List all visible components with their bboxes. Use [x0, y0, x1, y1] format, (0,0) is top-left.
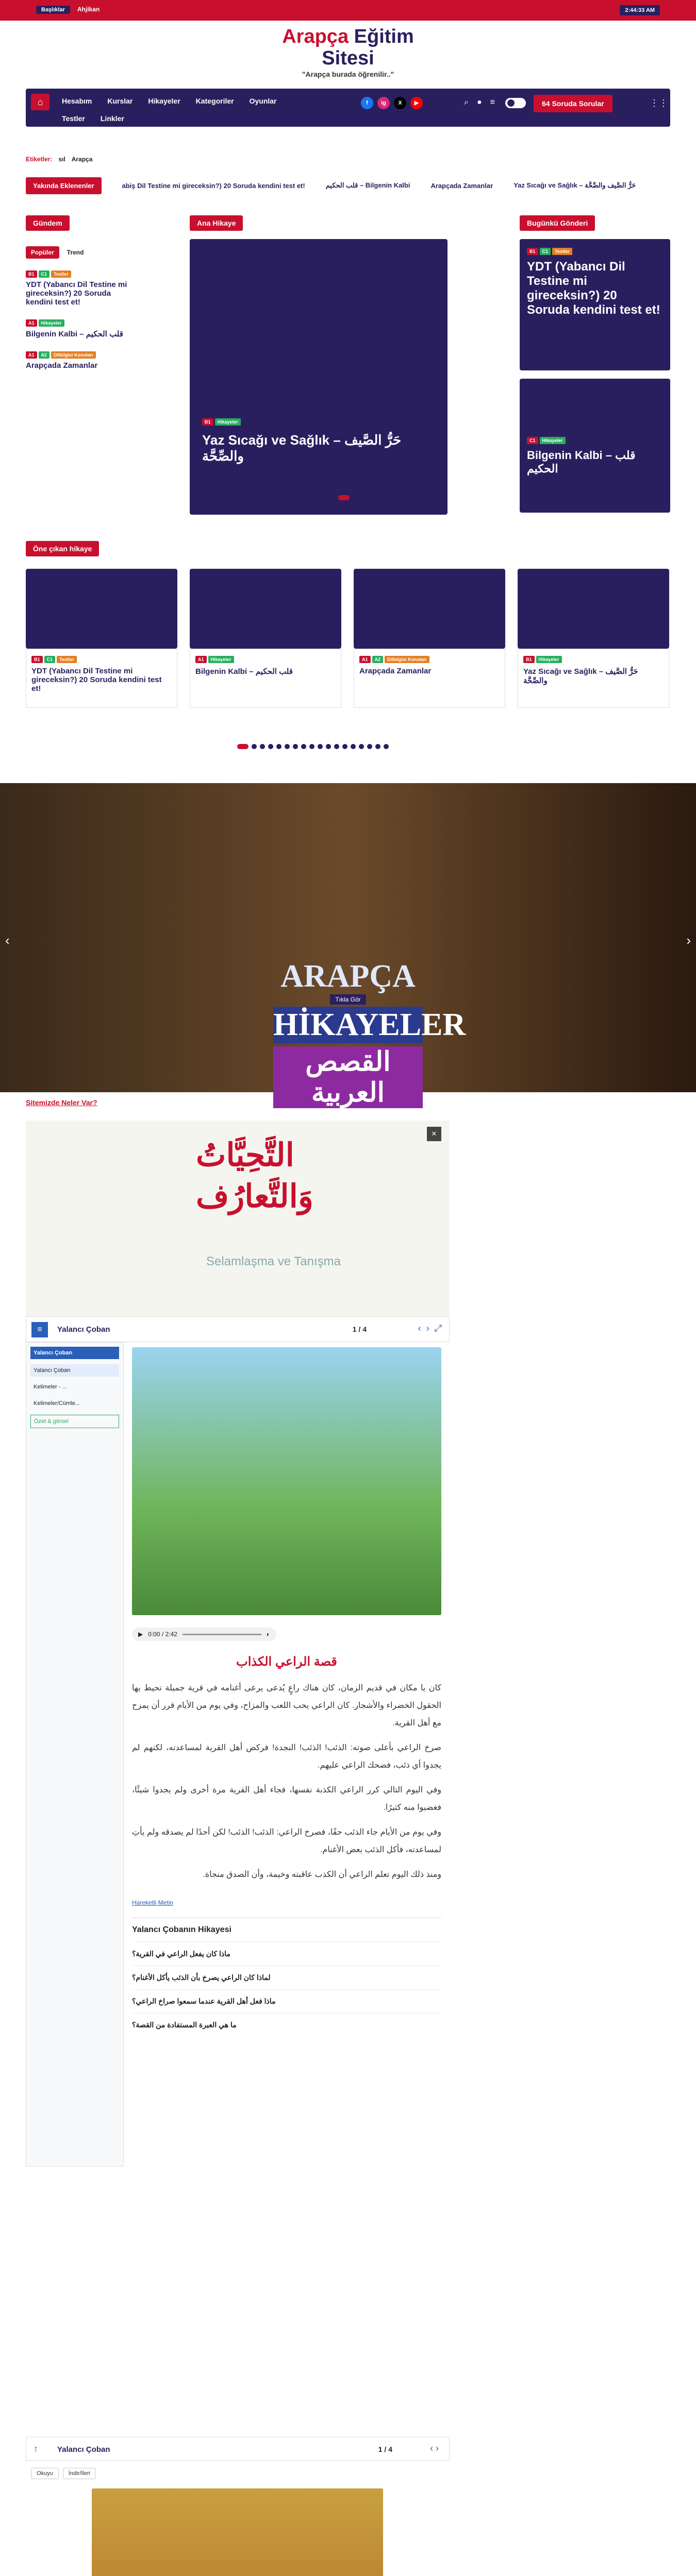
nav-kurslar[interactable]: Kurslar	[107, 97, 133, 105]
tag-bar	[26, 156, 92, 163]
reader-sidebar	[26, 1342, 124, 2166]
post-card[interactable]	[520, 239, 670, 370]
list-item[interactable]	[26, 318, 134, 338]
story-paragraph: وفي اليوم التالي كرر الراعي الكذبة نفسها، فجاء أهل القرية مرة أخرى ولم يجدوا شيئًا، فغضبوا منه كثيرًا.	[132, 1786, 441, 1812]
badge: C1	[527, 437, 538, 444]
page-indicator: 1 / 4	[352, 1325, 367, 1333]
next-arrow-icon[interactable]: ›	[686, 933, 691, 948]
bugunku-gonderi	[520, 215, 670, 513]
prev-page-icon[interactable]: ‹	[418, 1323, 421, 1333]
ticker-item[interactable]: abiş Dil Testine mi gireceksin?) 20 Soruda kendini test et!	[122, 181, 305, 190]
tab-popular[interactable]: Popüler	[26, 246, 59, 259]
lesson-card	[26, 1121, 450, 2166]
story-image	[132, 1347, 441, 1615]
sidebar-item[interactable]: Özet & görsel	[30, 1415, 119, 1428]
nav-testler[interactable]: Testler	[62, 114, 85, 123]
story-paragraph: وفي يوم من الأيام جاء الذئب حقًا، فصرخ الراعي: الذئب! الذئب! لكن أحدًا لم يصدقه ولم يأتِ لمساعدته، فأكل الذئب بعض الأغنام.	[132, 1828, 441, 1854]
badge: A1	[359, 656, 371, 663]
post-card[interactable]	[520, 379, 670, 513]
user-icon[interactable]: ●	[476, 98, 482, 107]
gundem-widget	[26, 215, 134, 370]
reader2-title: Yalancı Çoban	[57, 2445, 110, 2454]
clock: 2:44:33 AM	[620, 5, 660, 15]
sidebar-item[interactable]: Yalancı Çoban	[30, 1364, 119, 1377]
ticker-item[interactable]: Yaz Sıcağı ve Sağlık – حَرُّ الصَّيف والصِّحَّة	[513, 181, 636, 189]
audio-player[interactable]	[132, 1628, 276, 1641]
news-ticker	[26, 176, 670, 195]
badge: C1	[39, 270, 50, 278]
story-title: قصة الراعي الكذاب	[236, 1655, 337, 1669]
nav-kategoriler[interactable]: Kategoriler	[195, 97, 234, 105]
tagline: "Arapça burada öğrenilir.."	[302, 70, 394, 78]
facebook-icon[interactable]: f	[361, 97, 373, 109]
fullscreen-icon[interactable]: ⤢	[434, 1323, 442, 1333]
listen-button[interactable]: Okuyu	[31, 2468, 59, 2479]
post-title: YDT (Yabancı Dil Testine mi gireceksin?) 20 Soruda kendini test et!	[31, 667, 162, 693]
badge: Testler	[57, 656, 77, 663]
story-paragraph: كان يا مكان في قديم الزمان، كان هناك راعٍ يُدعى يرعى أغنامه في قرية جميلة تحيط بها الحقول الخضراء والأشجار. كان الراعي يحب اللعب والمزاح، وفي يوم من الأيام قرر أن يمزح مع أهل القرية.	[132, 1684, 441, 1727]
ana-hikaye	[190, 215, 448, 515]
list-item[interactable]	[26, 350, 134, 370]
badge: Testler	[51, 270, 71, 278]
sidebar-title: Yalancı Çoban	[30, 1347, 119, 1359]
badge: Hikayeler	[215, 418, 241, 426]
nav-hikayeler[interactable]: Hikayeler	[148, 97, 180, 105]
story-paragraph: ومنذ ذلك اليوم تعلم الراعي أن الكذب عاقبته وخيمة، وأن الصدق منجاة.	[203, 1870, 441, 1879]
tags-label: Etiketler:	[26, 156, 53, 163]
post-title: Arapçada Zamanlar	[359, 667, 432, 675]
post-title: Yaz Sıcağı ve Sağlık – حَرُّ الصَّيف والصِّحَّة	[523, 667, 638, 685]
feature-slide[interactable]	[190, 239, 448, 515]
hero-title1: ARAPÇA	[280, 959, 416, 994]
badge: Dilbilgisi Konuları	[51, 351, 96, 359]
badge: Hikayeler	[208, 656, 234, 663]
page-indicator: 1 / 4	[378, 2445, 392, 2453]
badge: C1	[540, 248, 551, 255]
faq-title[interactable]: Yalancı Çobanın Hikayesi	[132, 1918, 441, 1942]
sidebar-item[interactable]: Kelimeler - ...	[34, 1384, 67, 1390]
dark-mode-toggle[interactable]	[505, 98, 526, 108]
audio-time: 0:00 / 2:42	[148, 1631, 177, 1638]
hero-title2: HİKAYELER	[273, 1007, 466, 1042]
story-cover[interactable]	[92, 2488, 383, 2576]
badge: Dilbilgisi Konuları	[385, 656, 429, 663]
menu-icon[interactable]: ≡	[490, 98, 495, 107]
hero-title3: القصص العربية	[273, 1046, 423, 1108]
grid-icon[interactable]: ⋮⋮	[650, 98, 668, 108]
feature-headline: Yaz Sıcağı ve Sağlık – حَرُّ الصَّيف والصِّحَّة	[202, 432, 402, 464]
nav-oyunlar[interactable]: Oyunlar	[249, 97, 277, 105]
faq-section	[132, 1918, 441, 2037]
reader-header	[26, 1316, 450, 1342]
ticker-label: Yakında Eklenenler	[26, 177, 102, 194]
nav-linkler[interactable]: Linkler	[100, 114, 124, 123]
animated-text-link[interactable]: Hareketli Metin	[132, 1899, 174, 1906]
story-card[interactable]	[518, 569, 669, 708]
instagram-icon[interactable]: ig	[377, 97, 390, 109]
lesson-cover	[26, 1121, 450, 1316]
faq-item[interactable]: ماذا فعل أهل القرية عندما سمعوا صراخ الراعي؟	[132, 1990, 441, 2013]
list-item[interactable]	[26, 269, 134, 307]
faq-item[interactable]: ما هي العبرة المستفادة من القصة؟	[132, 2021, 237, 2029]
youtube-icon[interactable]: ▶	[410, 97, 423, 109]
story-card[interactable]	[190, 569, 341, 708]
brand-egitim: Eğitim	[354, 26, 414, 47]
faq-item[interactable]: لماذا كان الراعي يصرخ بأن الذئب يأكل الأغنام؟	[132, 1966, 441, 1990]
faq-item[interactable]: ماذا كان يفعل الراعي في القرية؟	[132, 1942, 441, 1966]
badge: B1	[527, 248, 538, 255]
main-nav	[26, 89, 670, 127]
tag-item[interactable]: Arapça	[71, 156, 93, 163]
site-brand[interactable]	[0, 26, 696, 78]
badge: Hikayeler	[540, 437, 566, 444]
badge: A2	[39, 351, 50, 359]
brand-sitesi: Sitesi	[322, 47, 374, 69]
badge: Hikayeler	[39, 319, 64, 327]
hero-button[interactable]: Tıkla Gör	[330, 994, 366, 1005]
one-cikan	[26, 541, 670, 749]
reader-content	[124, 1342, 450, 2166]
home-icon[interactable]: ⌂	[31, 94, 49, 110]
topbar-label: Başlıklar	[36, 6, 70, 14]
volume-icon[interactable]: ◐	[266, 1631, 270, 1638]
post-title: Bilgenin Kalbi – قلب الحكيم	[195, 667, 293, 676]
badge: Hikayeler	[536, 656, 562, 663]
post-title: Bilgenin Kalbi – قلب الحكيم	[527, 449, 636, 475]
nav-hesabim[interactable]: Hesabım	[62, 97, 92, 105]
tab-trend[interactable]: Trend	[67, 249, 84, 256]
bugun-title: Bugünkü Gönderi	[520, 215, 595, 231]
badge: A1	[195, 656, 207, 663]
story-card[interactable]	[354, 569, 505, 708]
brand-arapca: Arapça	[282, 26, 349, 47]
up-arrow-icon[interactable]: ↑	[34, 2444, 38, 2454]
lesson-subtitle: Selamlaşma ve Tanışma	[206, 1255, 341, 1268]
badge: A2	[372, 656, 384, 663]
badge: Testler	[552, 248, 572, 255]
badge: B1	[202, 418, 213, 426]
lesson-arabic2: وَالتَّعارُف	[196, 1179, 313, 1214]
one-title: Öne çıkan hikaye	[26, 541, 99, 556]
section-link[interactable]: Sitemizde Neler Var?	[26, 1098, 97, 1107]
badge: B1	[31, 656, 43, 663]
badge: C1	[44, 656, 56, 663]
top-bar	[0, 0, 696, 21]
sidebar-item[interactable]: Kelimeler/Cümle...	[34, 1400, 80, 1406]
nav-arrows-icon[interactable]: ‹ ›	[430, 2443, 439, 2453]
ticker-item[interactable]: Arapçada Zamanlar	[430, 181, 493, 190]
lesson-arabic1: التَّحِيَّاتُ	[196, 1138, 294, 1173]
carousel-dots[interactable]	[237, 744, 670, 749]
post-title: YDT (Yabancı Dil Testine mi gireceksin?) 20 Soruda kendini test et!	[26, 280, 127, 307]
badge: B1	[26, 270, 37, 278]
topbar-link[interactable]: Ahjikan	[77, 6, 100, 13]
cta-button[interactable]: 64 Soruda Sorular	[534, 95, 612, 112]
close-icon[interactable]: ✕	[427, 1127, 441, 1141]
badge: A1	[26, 351, 37, 359]
story-paragraph: صرخ الراعي بأعلى صوته: الذئب! الذئب! النجدة! فركض أهل القرية لمساعدته، لكنهم لم يجدوا أي ذئب، فضحك الراعي عليهم.	[132, 1743, 441, 1770]
search-icon[interactable]: ⌕	[464, 98, 469, 107]
ana-title: Ana Hikaye	[190, 215, 243, 231]
slider-dots[interactable]	[313, 495, 366, 500]
download-button[interactable]: İndir/İleri	[63, 2468, 96, 2479]
prev-arrow-icon[interactable]: ‹	[5, 933, 10, 948]
menu-icon[interactable]: ≡	[31, 1322, 48, 1337]
reader-title: Yalancı Çoban	[57, 1325, 110, 1334]
post-title: YDT (Yabancı Dil Testine mi gireceksin?) 20 Soruda kendini test et!	[527, 260, 660, 317]
post-title: Bilgenin Kalbi – قلب الحكيم	[26, 330, 123, 338]
badge: B1	[523, 656, 535, 663]
badge: A1	[26, 319, 37, 327]
next-page-icon[interactable]: ›	[426, 1323, 429, 1333]
ticker-item[interactable]: قلب الحكيم – Bilgenin Kalbi	[325, 181, 410, 189]
tag-item[interactable]: sıl	[58, 156, 65, 163]
play-icon[interactable]: ▶	[138, 1631, 143, 1638]
x-icon[interactable]: X	[394, 97, 406, 109]
reader2-header	[26, 2437, 450, 2461]
post-title: Arapçada Zamanlar	[26, 361, 98, 370]
gundem-title: Gündem	[26, 215, 70, 231]
story-card[interactable]	[26, 569, 177, 708]
